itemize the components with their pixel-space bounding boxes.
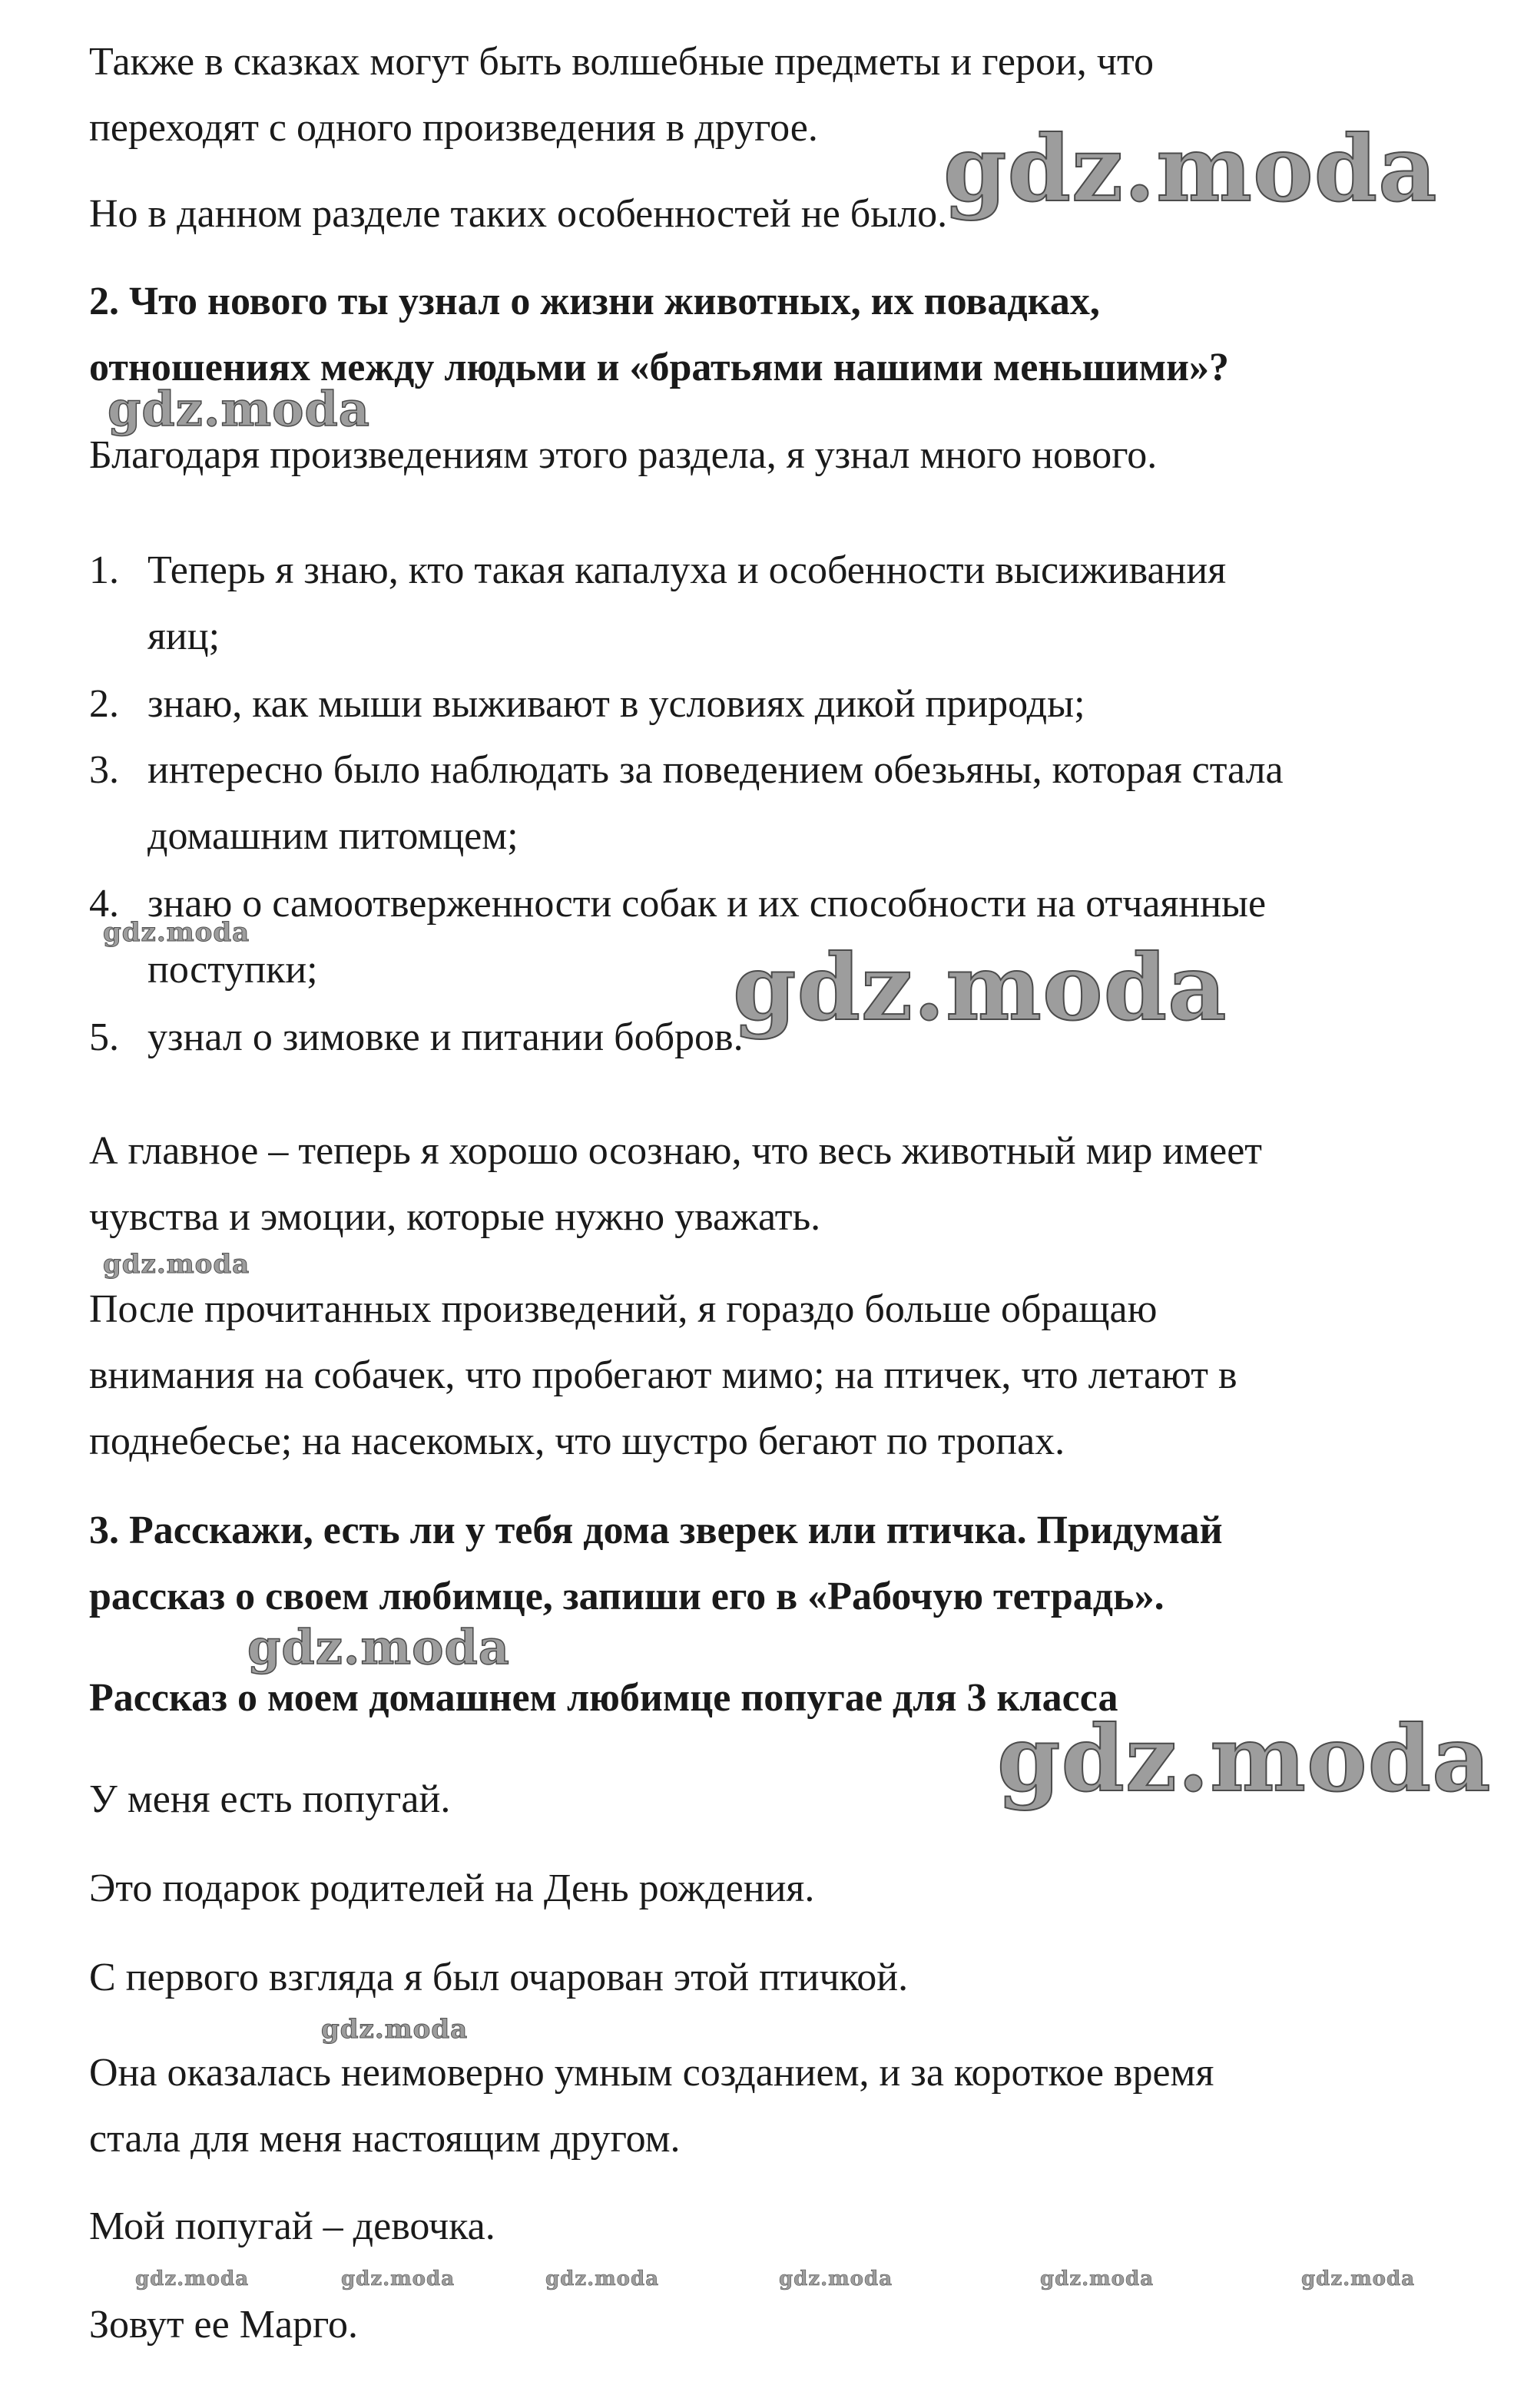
list-text: Теперь я знаю, кто такая капалуха и особенности высиживания (147, 548, 1227, 592)
list-number: 4. (89, 882, 119, 926)
list-text: знаю, как мыши выживают в условиях дикой природы; (147, 682, 1085, 726)
list-number: 3. (89, 748, 119, 792)
question-2-line: отношениях между людьми и «братьями нашими меньшими»? (89, 346, 1229, 389)
list-text: знаю о самоотверженности собак и их способности на отчаянные (147, 882, 1267, 926)
list-number: 1. (89, 548, 119, 592)
list-number: 2. (89, 682, 119, 726)
list-item (89, 737, 1441, 869)
question-3-line: 3. Расскажи, есть ли у тебя дома зверек или птичка. Придумай (89, 1509, 1223, 1552)
watermark: gdz.moda (247, 1619, 510, 1675)
watermark: gdz.moda (779, 2267, 893, 2290)
story-line: Зовут ее Марго. (89, 2303, 359, 2347)
list-text: интересно было наблюдать за поведением обезьяны, которая стала (147, 748, 1284, 792)
paragraph-line: переходят с одного произведения в другое. (89, 106, 818, 150)
story-line: У меня есть попугай. (89, 1777, 451, 1821)
paragraph-line: внимания на собачек, что пробегают мимо; на птичек, что летают в (89, 1353, 1237, 1397)
list-text: поступки; (147, 948, 318, 992)
watermark: gdz.moda (545, 2267, 660, 2290)
watermark: gdz.moda (997, 1705, 1492, 1812)
list-text: домашним питомцем; (147, 814, 518, 858)
watermark: gdz.moda (103, 1249, 250, 1280)
story-line: Мой попугай – девочка. (89, 2204, 495, 2248)
list-text: узнал о зимовке и питании бобров. (147, 1015, 744, 1059)
story-line: стала для меня настоящим другом. (89, 2117, 681, 2161)
story-line: С первого взгляда я был очарован этой птичкой. (89, 1956, 909, 1999)
watermark: gdz.moda (103, 917, 250, 948)
paragraph-line: чувства и эмоции, которые нужно уважать. (89, 1195, 821, 1239)
list-item (89, 538, 1441, 670)
story-title: Рассказ о моем домашнем любимце попугае для 3 класса (89, 1676, 1118, 1720)
story-line: Она оказалась неимоверно умным созданием, и за короткое время (89, 2051, 1214, 2095)
watermark: gdz.moda (943, 115, 1438, 222)
paragraph: Благодаря произведениям этого раздела, я узнал много нового. (89, 433, 1158, 477)
story-line: Это подарок родителей на День рождения. (89, 1866, 815, 1910)
question-2-line: 2. Что нового ты узнал о жизни животных, их повадках, (89, 280, 1100, 323)
watermark: gdz.moda (1301, 2267, 1416, 2290)
watermark: gdz.moda (1040, 2267, 1155, 2290)
watermark: gdz.moda (733, 934, 1227, 1041)
paragraph-line: А главное – теперь я хорошо осознаю, что весь животный мир имеет (89, 1129, 1262, 1173)
watermark: gdz.moda (341, 2267, 456, 2290)
watermark: gdz.moda (108, 381, 370, 437)
list-number: 5. (89, 1015, 119, 1059)
paragraph-line: поднебесье; на насекомых, что шустро бегают по тропах. (89, 1419, 1065, 1463)
paragraph-line: Также в сказках могут быть волшебные предметы и герои, что (89, 40, 1154, 84)
watermark: gdz.moda (135, 2267, 250, 2290)
paragraph: Но в данном разделе таких особенностей не было. (89, 192, 948, 236)
question-3-line: рассказ о своем любимце, запиши его в «Рабочую тетрадь». (89, 1575, 1164, 1618)
paragraph-line: После прочитанных произведений, я гораздо больше обращаю (89, 1287, 1158, 1331)
watermark: gdz.moda (321, 2014, 469, 2045)
list-text: яиц; (147, 614, 220, 658)
list-item (89, 671, 1441, 737)
